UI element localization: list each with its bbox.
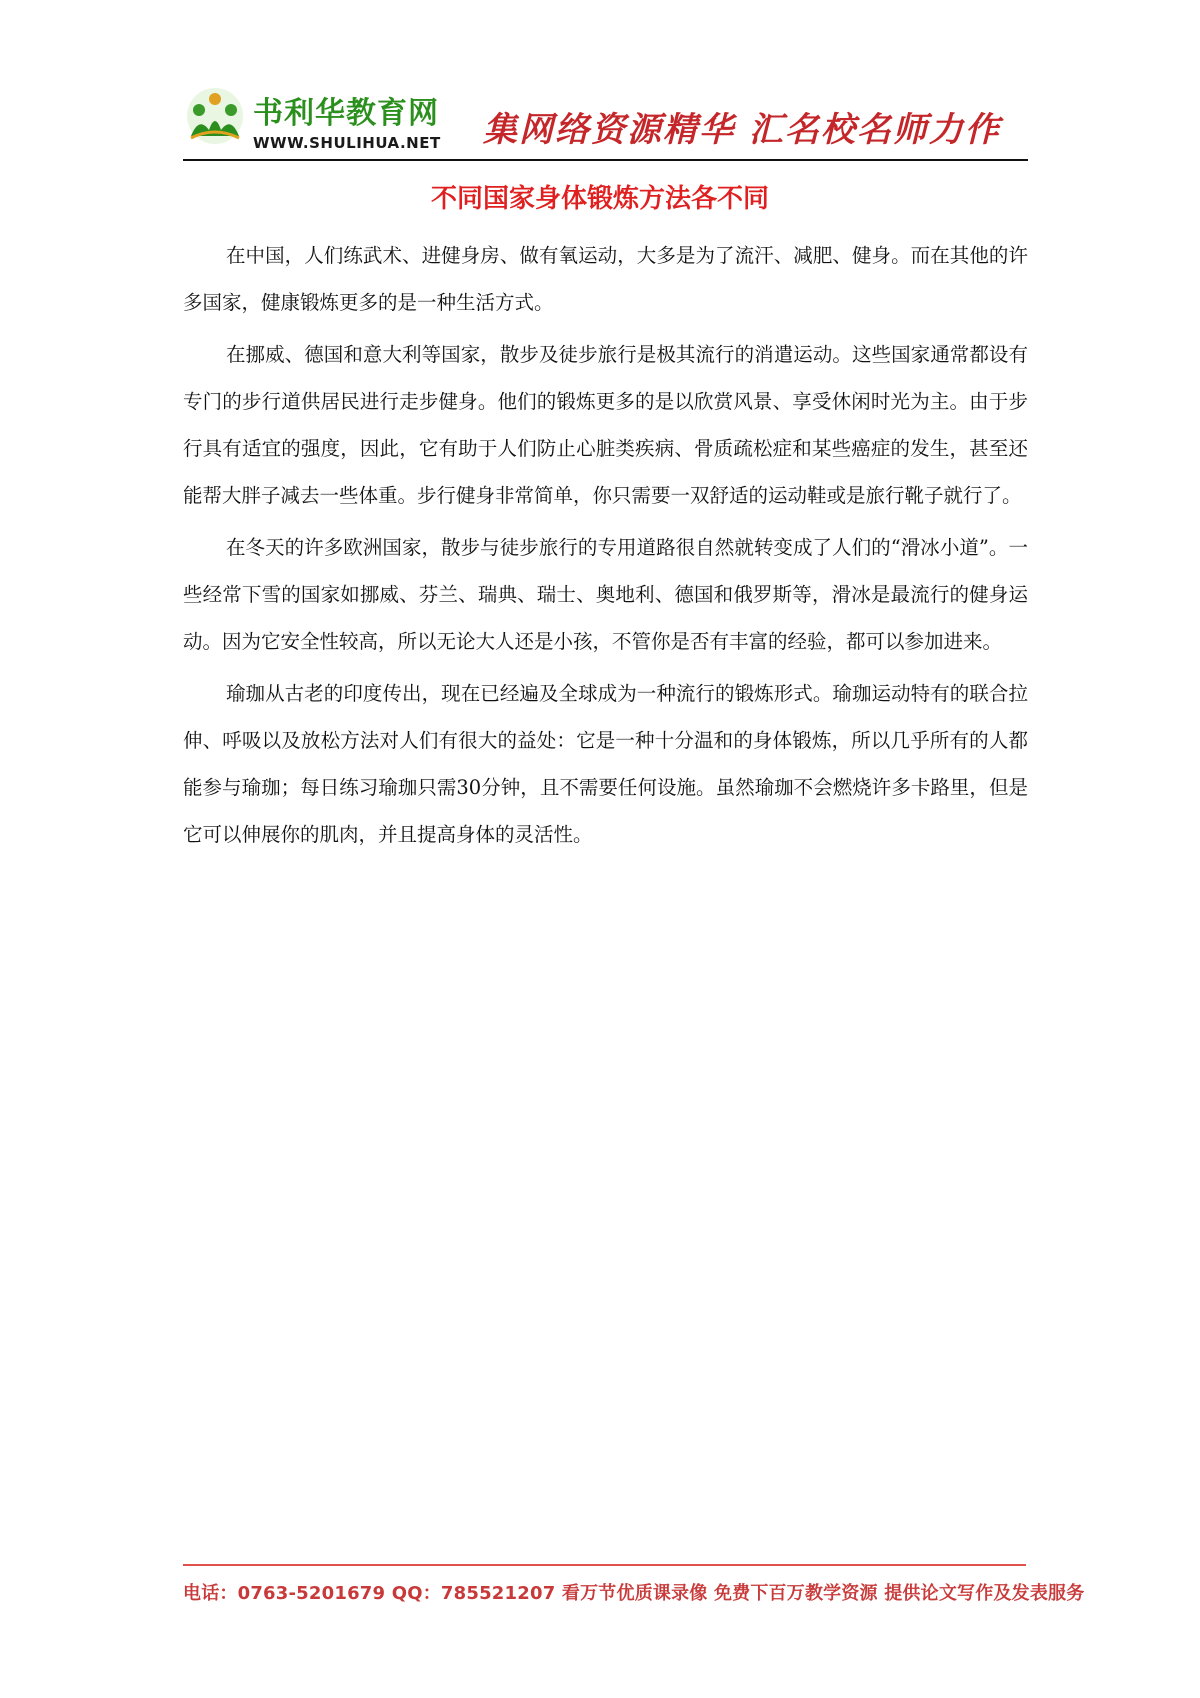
footer-divider — [183, 1564, 1026, 1566]
brand-url[interactable]: WWW.SHULIHUA.NET — [253, 134, 441, 152]
article-body — [183, 232, 1028, 863]
paragraph: 在挪威、德国和意大利等国家，散步及徒步旅行是极其流行的消遣运动。这些国家通常都设有专门的步行道供居民进行走步健身。他们的锻炼更多的是以欣赏风景、享受休闲时光为主。由于步行具有适宜的强度，因此，它有助于人们防止心脏类疾病、骨质疏松症和某些癌症的发生，甚至还能帮大胖子减去一些体重。步行健身非常简单，你只需要一双舒适的运动鞋或是旅行靴子就行了。 — [183, 343, 1028, 507]
article-title: 不同国家身体锻炼方法各不同 — [430, 184, 769, 214]
paragraph: 在中国，人们练武术、进健身房、做有氧运动，大多是为了流汗、减肥、健身。而在其他的许多国家，健康锻炼更多的是一种生活方式。 — [183, 244, 1028, 314]
brand-name: 书利华教育网 — [253, 96, 439, 131]
paragraph: 瑜珈从古老的印度传出，现在已经遍及全球成为一种流行的锻炼形式。瑜珈运动特有的联合拉伸、呼吸以及放松方法对人们有很大的益处：它是一种十分温和的身体锻炼，所以几乎所有的人都能参与瑜珈；每日练习瑜珈只需30分钟，且不需要任何设施。虽然瑜珈不会燃烧许多卡路里，但是它可以伸展你的肌肉，并且提高身体的灵活性。 — [183, 682, 1028, 846]
footer-contact: 电话：0763-5201679 QQ：785521207 看万节优质课录像 免费下百万教学资源 提供论文写作及发表服务 — [183, 1583, 1085, 1604]
logo-people-icon — [185, 86, 245, 146]
paragraph: 在冬天的许多欧洲国家，散步与徒步旅行的专用道路很自然就转变成了人们的“滑冰小道”。一些经常下雪的国家如挪威、芬兰、瑞典、瑞士、奥地利、德国和俄罗斯等，滑冰是最流行的健身运动。因为它安全性较高，所以无论大人还是小孩，不管你是否有丰富的经验，都可以参加进来。 — [183, 536, 1028, 653]
site-header — [183, 86, 1028, 166]
header-slogan: 集网络资源精华 汇名校名师力作 — [483, 110, 1001, 150]
header-divider — [183, 159, 1028, 161]
